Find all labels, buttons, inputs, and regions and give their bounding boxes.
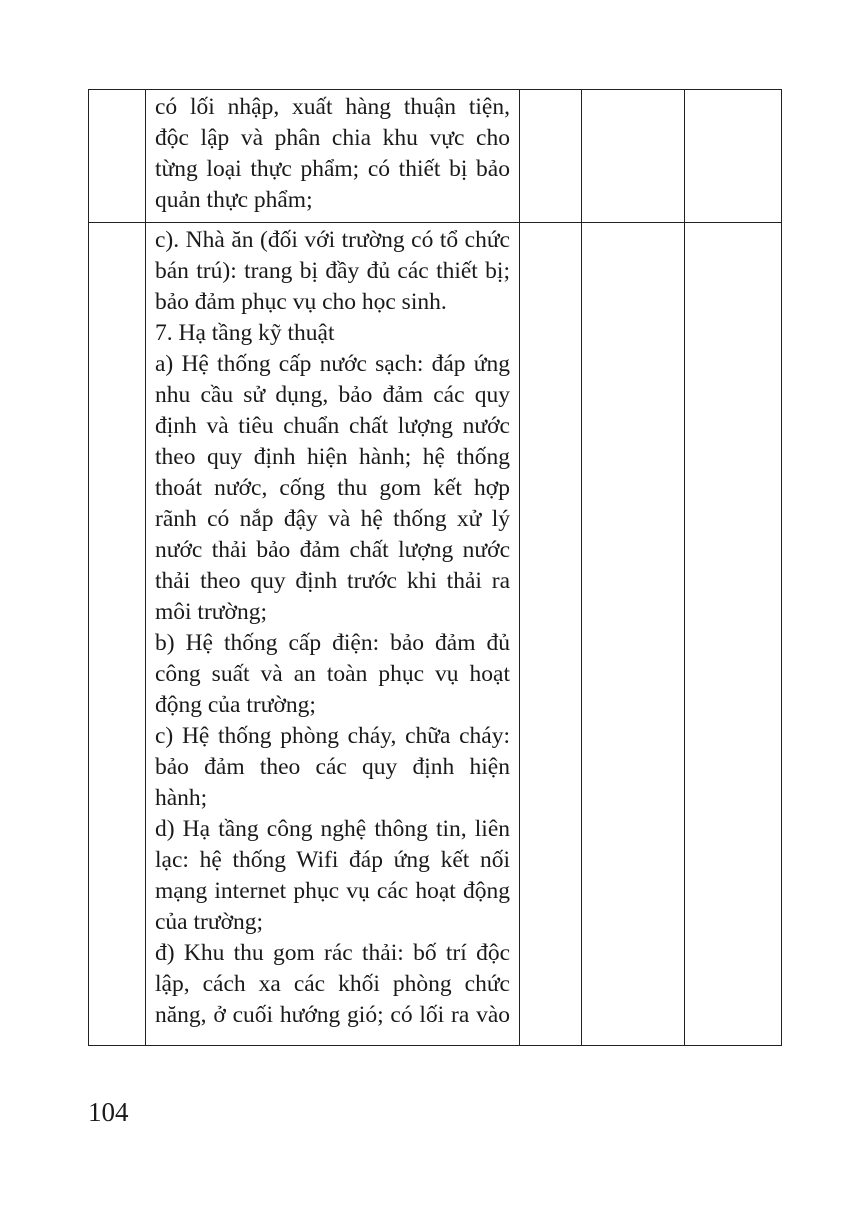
empty-cell xyxy=(582,223,685,1046)
text-line: độc lập và phân chia khu vực cho xyxy=(155,125,510,151)
text-line: rãnh có nắp đậy và hệ thống xử lý xyxy=(155,506,510,532)
table-row xyxy=(89,223,782,1046)
text-line: công suất và an toàn phục vụ hoạt xyxy=(155,661,510,687)
text-line: c) Hệ thống phòng cháy, chữa cháy: xyxy=(155,723,510,749)
text-line: lập, cách xa các khối phòng chức xyxy=(155,971,510,997)
text-line: của trường; xyxy=(155,909,264,935)
text-line: bán trú): trang bị đầy đủ các thiết bị; xyxy=(155,258,510,284)
text-line: thải theo quy định trước khi thải ra xyxy=(155,568,510,594)
content-text xyxy=(146,223,519,1031)
text-line: động của trường; xyxy=(155,692,316,718)
text-line: từng loại thực phẩm; có thiết bị bảo xyxy=(155,156,510,182)
criteria-table xyxy=(88,89,782,1046)
empty-cell xyxy=(582,90,685,223)
text-line: mạng internet phục vụ các hoạt động xyxy=(155,878,510,904)
text-line: môi trường; xyxy=(155,599,267,625)
content-cell xyxy=(146,90,520,223)
text-line: a) Hệ thống cấp nước sạch: đáp ứng xyxy=(155,351,510,377)
empty-cell xyxy=(685,90,782,223)
text-line: đ) Khu thu gom rác thải: bố trí độc xyxy=(155,940,510,966)
text-line: nước thải bảo đảm chất lượng nước xyxy=(155,537,510,563)
index-cell xyxy=(89,90,146,223)
empty-cell xyxy=(520,90,582,223)
text-line: nhu cầu sử dụng, bảo đảm các quy xyxy=(155,382,510,408)
text-line: c). Nhà ăn (đối với trường có tổ chức xyxy=(155,227,510,253)
content-text xyxy=(146,90,519,216)
text-line: b) Hệ thống cấp điện: bảo đảm đủ xyxy=(155,630,510,656)
text-line: theo quy định hiện hành; hệ thống xyxy=(155,444,510,470)
text-line: bảo đảm theo các quy định hiện xyxy=(155,754,510,780)
text-line: thoát nước, cống thu gom kết hợp xyxy=(155,475,510,501)
text-line: bảo đảm phục vụ cho học sinh. xyxy=(155,289,447,315)
page-number: 104 xyxy=(88,1097,129,1127)
empty-cell xyxy=(520,223,582,1046)
text-line: quản thực phẩm; xyxy=(155,187,313,213)
content-cell xyxy=(146,223,520,1046)
index-cell xyxy=(89,223,146,1046)
text-line: năng, ở cuối hướng gió; có lối ra vào xyxy=(155,1002,510,1028)
text-line: có lối nhập, xuất hàng thuận tiện, xyxy=(155,94,510,120)
text-line: hành; xyxy=(155,785,208,811)
text-line: d) Hạ tầng công nghệ thông tin, liên xyxy=(155,816,510,842)
text-line: định và tiêu chuẩn chất lượng nước xyxy=(155,413,510,439)
text-line: 7. Hạ tầng kỹ thuật xyxy=(155,320,335,346)
empty-cell xyxy=(685,223,782,1046)
text-line: lạc: hệ thống Wifi đáp ứng kết nối xyxy=(155,847,510,873)
table-row xyxy=(89,90,782,223)
